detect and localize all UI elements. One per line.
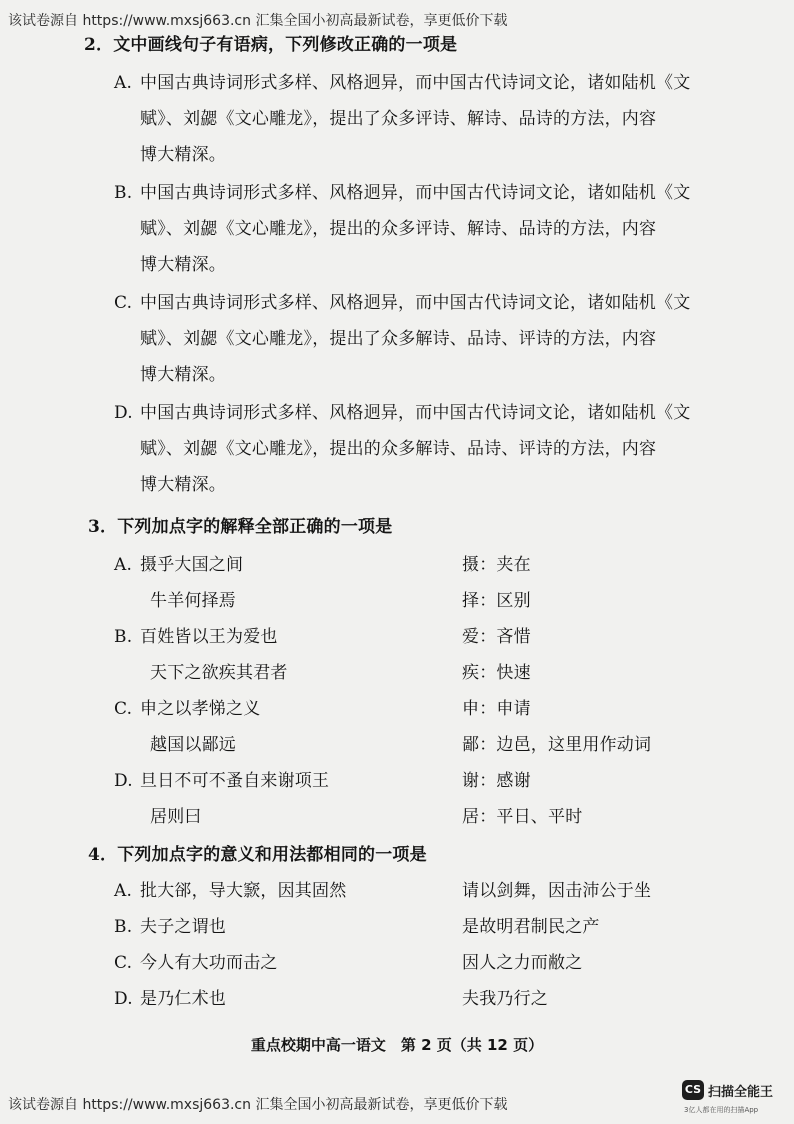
q2-b-line2: 赋》、刘勰《文心雕龙》，提出的众多评诗、解诗、品诗的方法，内容	[140, 219, 657, 239]
q3-b-row2-gloss: 疾：快速	[462, 663, 531, 683]
source-notice-bottom: 该试卷源自 https://www.mxsj663.cn 汇集全国小初高最新试卷，享更低价下载	[8, 1097, 508, 1113]
q3-option-c	[114, 694, 260, 719]
q3-b-row2-sentence: 天下之欲疾其君者	[150, 663, 288, 683]
cs-logo-icon: CS	[682, 1080, 704, 1100]
q3-c-row1-sentence: 申之以孝悌之义	[140, 699, 261, 719]
q3-option-b	[114, 622, 278, 647]
q3-d-row1-sentence: 旦日不可不蚤自来谢项王	[140, 771, 330, 791]
q2-b-line1: 中国古典诗词形式多样、风格迥异，而中国古代诗词文论，诸如陆机《文	[140, 183, 691, 203]
q3-option-a	[114, 550, 243, 575]
q4-option-a	[114, 876, 346, 901]
q3-a-letter: A.	[114, 555, 133, 575]
q4-d-left: 是乃仁术也	[140, 989, 226, 1009]
q3-a-row2-sentence: 牛羊何择焉	[150, 591, 236, 611]
q4-option-c	[114, 948, 278, 973]
scanner-badge	[682, 1078, 790, 1118]
q4-d-letter: D.	[114, 989, 133, 1009]
q3-d-row2-gloss: 居：平日、平时	[462, 807, 583, 827]
q2-c-line3: 博大精深。	[140, 365, 226, 385]
q2-option-b	[114, 178, 690, 203]
q3-a-row2-gloss: 择：区别	[462, 591, 531, 611]
scanner-slogan: 3亿人都在用的扫描App	[684, 1106, 759, 1114]
q2-option-c	[114, 288, 690, 313]
q4-b-letter: B.	[114, 917, 133, 937]
q3-b-letter: B.	[114, 627, 133, 647]
q2-d-letter: D.	[114, 403, 133, 423]
q4-option-b	[114, 912, 226, 937]
q2-a-line2: 赋》、刘勰《文心雕龙》，提出了众多评诗、解诗、品诗的方法，内容	[140, 109, 657, 129]
q3-option-d	[114, 766, 329, 791]
q3-c-row1-gloss: 申：申请	[462, 699, 531, 719]
q3-c-letter: C.	[114, 699, 133, 719]
q2-option-d	[114, 398, 690, 423]
q4-c-left: 今人有大功而击之	[140, 953, 278, 973]
q2-c-letter: C.	[114, 293, 133, 313]
q3-b-row1-gloss: 爱：吝惜	[462, 627, 531, 647]
q3-c-row2-gloss: 鄙：边邑，这里用作动词	[462, 735, 652, 755]
q2-c-line1: 中国古典诗词形式多样、风格迥异，而中国古代诗词文论，诸如陆机《文	[140, 293, 691, 313]
q4-b-right: 是故明君制民之产	[462, 917, 600, 937]
q2-a-line3: 博大精深。	[140, 145, 226, 165]
q3-b-row1-sentence: 百姓皆以王为爱也	[140, 627, 278, 647]
q2-d-line3: 博大精深。	[140, 475, 226, 495]
q3-d-row1-gloss: 谢：感谢	[462, 771, 531, 791]
q2-b-line3: 博大精深。	[140, 255, 226, 275]
q3-a-row1-sentence: 摄乎大国之间	[140, 555, 244, 575]
q4-option-d	[114, 984, 226, 1009]
q4-b-left: 夫子之谓也	[140, 917, 226, 937]
q4-c-letter: C.	[114, 953, 133, 973]
q2-d-line1: 中国古典诗词形式多样、风格迥异，而中国古代诗词文论，诸如陆机《文	[140, 403, 691, 423]
q3-a-row1-gloss: 摄：夹在	[462, 555, 531, 575]
q4-a-left: 批大郤，导大窾，因其固然	[140, 881, 347, 901]
q2-b-letter: B.	[114, 183, 133, 203]
q4-c-right: 因人之力而敝之	[462, 953, 583, 973]
q3-stem: 3．下列加点字的解释全部正确的一项是	[88, 517, 393, 537]
q2-a-letter: A.	[114, 73, 133, 93]
q2-d-line2: 赋》、刘勰《文心雕龙》，提出的众多解诗、品诗、评诗的方法，内容	[140, 439, 657, 459]
q2-option-a	[114, 68, 690, 93]
q3-d-letter: D.	[114, 771, 133, 791]
q4-stem: 4．下列加点字的意义和用法都相同的一项是	[88, 845, 427, 865]
source-notice-top: 该试卷源自 https://www.mxsj663.cn 汇集全国小初高最新试卷，享更低价下载	[8, 13, 508, 29]
q3-d-row2-sentence: 居则曰	[150, 807, 202, 827]
page-footer: 重点校期中高一语文 第 2 页（共 12 页）	[250, 1036, 544, 1054]
q4-a-letter: A.	[114, 881, 133, 901]
q3-c-row2-sentence: 越国以鄙远	[150, 735, 236, 755]
q2-stem: 2．文中画线句子有语病，下列修改正确的一项是	[84, 35, 458, 55]
scanner-app-name: 扫描全能王	[708, 1085, 774, 1100]
q2-c-line2: 赋》、刘勰《文心雕龙》，提出了众多解诗、品诗、评诗的方法，内容	[140, 329, 657, 349]
q4-a-right: 请以剑舞，因击沛公于坐	[462, 881, 652, 901]
q2-a-line1: 中国古典诗词形式多样、风格迥异，而中国古代诗词文论，诸如陆机《文	[140, 73, 691, 93]
q4-d-right: 夫我乃行之	[462, 989, 548, 1009]
